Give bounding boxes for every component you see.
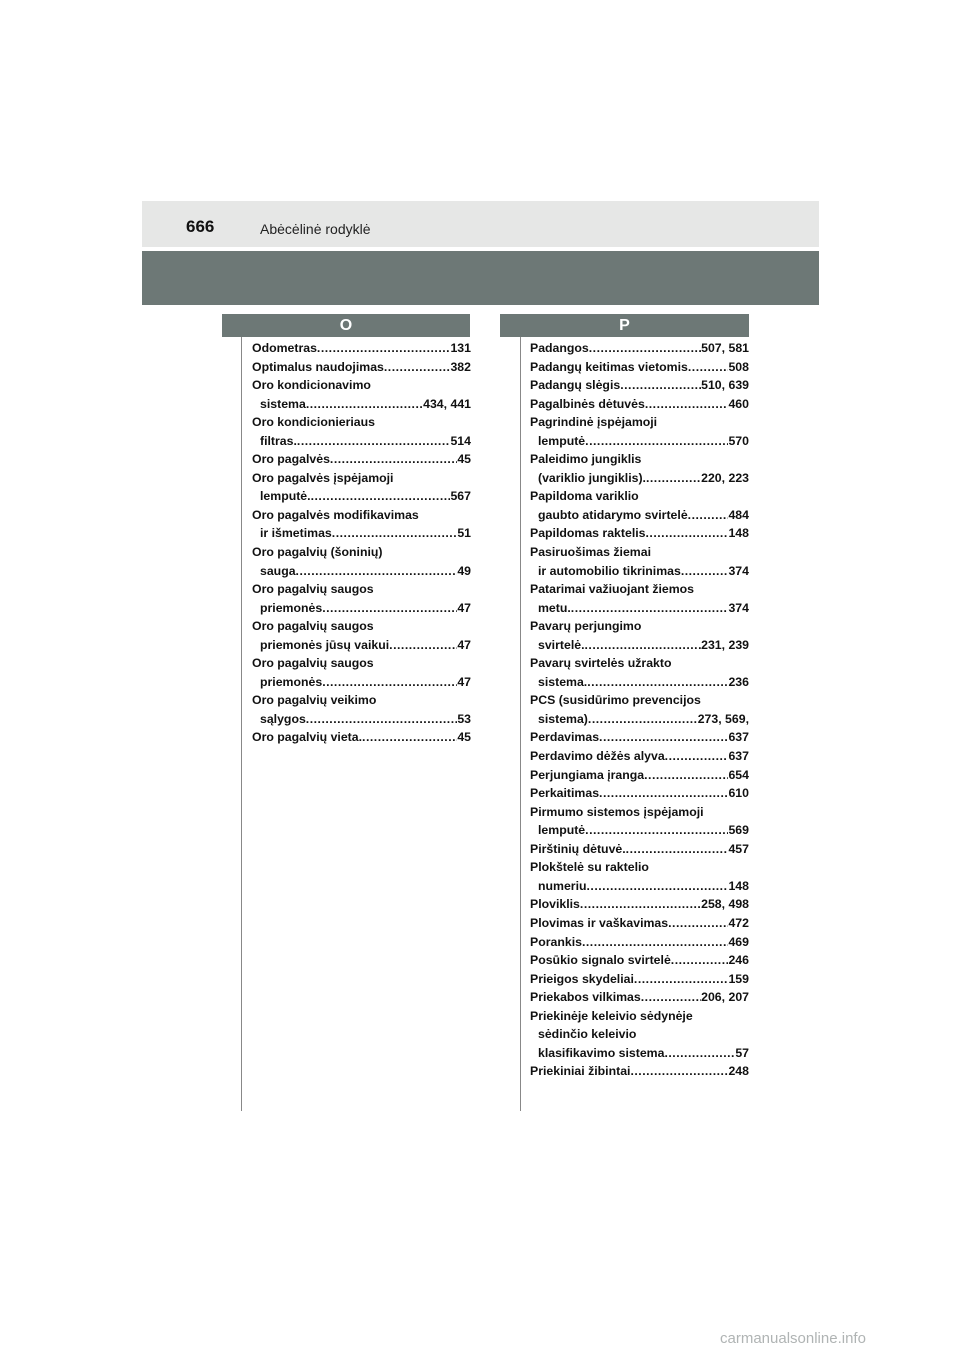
- index-entry: [530, 580, 749, 617]
- dot-leader: [587, 877, 729, 896]
- page-ref: 570: [728, 433, 749, 448]
- page-ref: 236: [728, 674, 749, 689]
- dot-leader: [630, 1062, 728, 1081]
- index-term: Padangos: [530, 341, 589, 355]
- index-term: sistema): [538, 711, 588, 726]
- dot-leader: [306, 710, 458, 729]
- dot-leader: [641, 988, 701, 1007]
- index-term: sauga: [260, 563, 296, 578]
- index-term: Padangų keitimas vietomis: [530, 359, 688, 374]
- index-entry-line: Priekinėje keleivio sėdynėje: [530, 1008, 693, 1023]
- index-term: sistema: [260, 396, 306, 411]
- dot-leader: [580, 895, 701, 914]
- page-ref: 610: [728, 786, 749, 801]
- page-ref: 637: [728, 730, 749, 745]
- page-ref: 231, 239: [701, 637, 749, 652]
- index-term: gaubto atidarymo svirtelė: [538, 507, 688, 522]
- index-entry: [530, 803, 749, 840]
- page-ref: 47: [457, 600, 471, 615]
- index-entry: [530, 970, 749, 989]
- index-term: metu.: [538, 600, 571, 615]
- index-entry-line: Oro pagalvių veikimo: [252, 693, 377, 708]
- dot-leader: [634, 970, 729, 989]
- page-ref: 246: [728, 953, 749, 968]
- dot-leader: [332, 524, 458, 543]
- dot-leader: [582, 933, 729, 952]
- page-ref: 248: [728, 1064, 749, 1079]
- index-term: (variklio jungiklis).: [538, 470, 646, 485]
- index-term: sąlygos: [260, 711, 306, 726]
- page-ref: 567: [450, 489, 471, 504]
- index-entry: [252, 469, 471, 506]
- dot-leader: [599, 784, 728, 803]
- running-title: Abėcėlinė rodyklė: [260, 221, 371, 237]
- index-term: svirtelė.: [538, 637, 585, 652]
- page-ref: 374: [728, 600, 749, 615]
- page-ref: 45: [457, 730, 471, 745]
- index-entry: [530, 617, 749, 654]
- dot-leader: [571, 599, 729, 618]
- index-term: Papildomas raktelis: [530, 526, 646, 541]
- page-ref: 47: [457, 637, 471, 652]
- dot-leader: [585, 432, 728, 451]
- index-entry-line: Pavarų perjungimo: [530, 619, 642, 634]
- watermark: carmanualsonline.info: [720, 1330, 866, 1347]
- index-term: filtras.: [260, 433, 297, 448]
- index-entry: [252, 376, 471, 413]
- column-rule-right: [520, 337, 521, 1111]
- index-entry: [252, 450, 471, 469]
- index-term: Oro pagalvių vieta.: [252, 730, 363, 745]
- dot-leader: [688, 358, 729, 377]
- index-term: Pirštinių dėtuvė.: [530, 841, 626, 856]
- index-entry-line: Oro pagalvių (šoninių): [252, 545, 383, 560]
- index-entry-line: Oro kondicionieriaus: [252, 415, 375, 430]
- index-term: Priekabos vilkimas: [530, 990, 641, 1005]
- page-ref: 53: [457, 711, 471, 726]
- index-entry-line: Papildoma variklio: [530, 489, 639, 504]
- index-entry: [530, 895, 749, 914]
- page-ref: 654: [728, 767, 749, 782]
- index-entry: [252, 358, 471, 377]
- index-term: Perkaitimas: [530, 786, 600, 801]
- index-term: klasifikavimo sistema: [538, 1045, 665, 1060]
- index-term: Perjungiama įranga: [530, 767, 645, 782]
- page-ref: 131: [450, 341, 471, 355]
- index-entry: [530, 450, 749, 487]
- index-entry-line: Oro pagalvių saugos: [252, 656, 374, 671]
- page-ref: 45: [457, 452, 471, 467]
- index-entry: [530, 784, 749, 803]
- dot-leader: [322, 599, 457, 618]
- index-term: Posūkio signalo svirtelė: [530, 953, 671, 968]
- page-ref: 472: [728, 915, 749, 930]
- index-entry: [530, 858, 749, 895]
- index-entry-line: sėdinčio keleivio: [538, 1027, 637, 1042]
- index-term: priemonės: [260, 600, 323, 615]
- dot-leader: [322, 673, 457, 692]
- page-ref: 57: [735, 1045, 749, 1060]
- index-entry: [252, 413, 471, 450]
- index-term: Perdavimo dėžės alyva: [530, 749, 665, 764]
- index-entry-line: Oro pagalvių saugos: [252, 582, 374, 597]
- index-term: lemputė: [538, 433, 586, 448]
- index-entry: [530, 358, 749, 377]
- page-ref: 460: [728, 396, 749, 411]
- page-ref: 382: [450, 359, 471, 374]
- index-term: numeriu: [538, 878, 587, 893]
- dot-leader: [588, 710, 698, 729]
- page-ref: 148: [728, 526, 749, 541]
- index-term: Porankis: [530, 934, 582, 949]
- page-ref: 637: [728, 749, 749, 764]
- dot-leader: [389, 636, 457, 655]
- index-entry: [530, 487, 749, 524]
- index-entry: [530, 1007, 749, 1063]
- page-ref: 258, 498: [701, 897, 749, 912]
- page-ref: 510, 639: [701, 378, 749, 393]
- page-ref: 484: [728, 507, 749, 522]
- index-term: Perdavimas: [530, 730, 600, 745]
- page-ref: 148: [728, 878, 749, 893]
- page-ref: 569: [728, 823, 749, 838]
- page-ref: 220, 223: [701, 470, 749, 485]
- index-term: sistema.: [538, 674, 588, 689]
- page-ref: 273, 569,: [697, 711, 749, 726]
- index-entry: [530, 951, 749, 970]
- index-entry: [530, 766, 749, 785]
- dot-leader: [296, 562, 458, 581]
- index-term: ir automobilio tikrinimas: [538, 563, 681, 578]
- dot-leader: [585, 821, 728, 840]
- dot-leader: [317, 339, 451, 358]
- dot-leader: [297, 432, 451, 451]
- page-ref: 469: [728, 934, 749, 949]
- index-entry-line: Oro pagalvės modifikavimas: [252, 507, 419, 522]
- index-term: Prieigos skydeliai: [530, 971, 634, 986]
- index-entry: [252, 506, 471, 543]
- index-entry-line: Pagrindinė įspėjamoji: [530, 415, 658, 430]
- dot-leader: [311, 487, 451, 506]
- index-term: priemonės jūsų vaikui: [260, 637, 390, 652]
- index-entry: [252, 728, 471, 747]
- page-ref: 47: [457, 674, 471, 689]
- dot-leader: [620, 376, 701, 395]
- index-entry: [530, 691, 749, 728]
- dot-leader: [665, 747, 729, 766]
- index-entry: [252, 580, 471, 617]
- index-entry: [252, 617, 471, 654]
- dot-leader: [330, 450, 457, 469]
- index-term: lemputė.: [260, 489, 311, 504]
- index-entry: [252, 654, 471, 691]
- index-term: Optimalus naudojimas: [252, 359, 384, 374]
- index-column-o: [252, 339, 471, 747]
- dot-leader: [384, 358, 451, 377]
- dot-leader: [599, 728, 728, 747]
- dot-leader: [681, 562, 729, 581]
- index-term: Priekiniai žibintai: [530, 1064, 631, 1079]
- index-column-p: [530, 339, 749, 1081]
- dot-leader: [668, 914, 728, 933]
- index-entry-line: Patarimai važiuojant žiemos: [530, 582, 695, 597]
- dot-leader: [671, 951, 729, 970]
- dot-leader: [587, 673, 728, 692]
- section-header-o: O: [222, 314, 470, 337]
- index-entry-line: Oro pagalvės įspėjamoji: [252, 470, 394, 485]
- section-header-p: P: [500, 314, 749, 337]
- dot-leader: [626, 840, 729, 859]
- page-number: 666: [186, 217, 215, 236]
- index-term: Padangų slėgis: [530, 378, 621, 393]
- index-entry: [252, 543, 471, 580]
- index-entry: [530, 728, 749, 747]
- index-entry: [530, 524, 749, 543]
- page-ref: 374: [728, 563, 749, 578]
- dot-leader: [589, 339, 701, 358]
- header-bar: [142, 251, 819, 305]
- index-entry: [252, 691, 471, 728]
- index-entry: [530, 395, 749, 414]
- index-entry: [530, 840, 749, 859]
- page-ref: 507, 581: [701, 341, 749, 355]
- index-entry: [252, 339, 471, 358]
- index-entry: [530, 747, 749, 766]
- dot-leader: [585, 636, 702, 655]
- index-entry: [530, 654, 749, 691]
- index-entry: [530, 1062, 749, 1081]
- index-entry-line: PCS (susidūrimo prevencijos: [530, 693, 701, 708]
- index-entry: [530, 988, 749, 1007]
- page-ref: 49: [457, 563, 471, 578]
- header-band: [142, 201, 819, 247]
- index-term: priemonės: [260, 674, 323, 689]
- index-term: Odometras: [252, 341, 317, 355]
- index-term: Pagalbinės dėtuvės: [530, 396, 645, 411]
- dot-leader: [646, 524, 729, 543]
- page-ref: 206, 207: [701, 990, 749, 1005]
- index-entry: [530, 914, 749, 933]
- page-ref: 434, 441: [423, 396, 471, 411]
- page-ref: 514: [450, 433, 471, 448]
- page-ref: 457: [728, 841, 749, 856]
- index-entry-line: Oro pagalvių saugos: [252, 619, 374, 634]
- index-entry: [530, 413, 749, 450]
- dot-leader: [306, 395, 423, 414]
- page-ref: 159: [728, 971, 749, 986]
- index-term: Plovimas ir vaškavimas: [530, 915, 669, 930]
- dot-leader: [644, 766, 728, 785]
- index-entry: [530, 933, 749, 952]
- index-entry-line: Pasiruošimas žiemai: [530, 545, 651, 560]
- index-entry-line: Paleidimo jungiklis: [530, 452, 642, 467]
- index-term: ir išmetimas: [260, 526, 332, 541]
- index-entry-line: Oro kondicionavimo: [252, 378, 371, 393]
- index-entry-line: Pavarų svirtelės užrakto: [530, 656, 672, 671]
- page-ref: 508: [728, 359, 749, 374]
- index-entry-line: Pirmumo sistemos įspėjamoji: [530, 804, 704, 819]
- index-entry-line: Plokštelė su raktelio: [530, 860, 649, 875]
- dot-leader: [646, 469, 701, 488]
- dot-leader: [688, 506, 729, 525]
- index-term: Oro pagalvės: [252, 452, 330, 467]
- index-term: Ploviklis: [530, 897, 580, 912]
- dot-leader: [362, 728, 457, 747]
- index-term: lemputė: [538, 823, 586, 838]
- page-ref: 51: [457, 526, 471, 541]
- index-entry: [530, 376, 749, 395]
- index-entry: [530, 339, 749, 358]
- dot-leader: [664, 1044, 735, 1063]
- index-entry: [530, 543, 749, 580]
- dot-leader: [645, 395, 729, 414]
- column-rule-left: [241, 337, 242, 1111]
